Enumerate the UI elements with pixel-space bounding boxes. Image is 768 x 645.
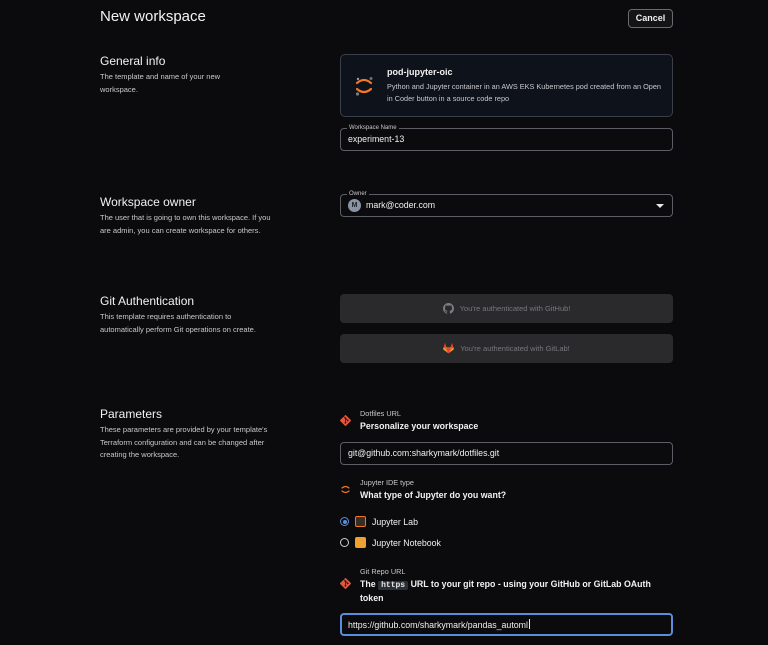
jupyter-notebook-icon: [355, 537, 366, 548]
git-icon: [340, 578, 351, 589]
git-repo-url-value: [348, 619, 530, 630]
template-card: [340, 54, 673, 117]
workspace-name-label: Workspace Name: [349, 125, 397, 131]
owner-label: Owner: [349, 191, 367, 197]
jupyter-lab-icon: [355, 516, 366, 527]
gitlab-auth-label: You're authenticated with GitLab!: [460, 344, 570, 353]
template-description: Python and Jupyter container in an AWS EKS Kubernetes pod created from an Open in Coder button in a source code repo: [387, 82, 661, 103]
jupyter-icon: [340, 484, 351, 495]
parameters-description: These parameters are provided by your template's Terraform configuration and can be changed after creating the workspace.: [100, 425, 268, 459]
text-caret: [529, 619, 530, 629]
jupyter-icon: [353, 75, 375, 97]
owner-select[interactable]: [340, 191, 673, 217]
workspace-owner-description: The user that is going to own this workspace. If you are admin, you can create workspace for others.: [100, 213, 271, 235]
radio-jupyter-lab[interactable]: [340, 517, 349, 526]
git-repo-param-title: [360, 578, 670, 605]
git-repo-url-text: https://github.com/sharkymark/pandas_automl: [348, 620, 528, 630]
chevron-down-icon[interactable]: [656, 204, 664, 208]
git-auth-description: This template requires authentication to automatically perform Git operations on create.: [100, 312, 256, 334]
github-auth-label: You're authenticated with GitHub!: [459, 304, 571, 313]
cancel-button[interactable]: Cancel: [628, 9, 673, 28]
git-icon: [340, 415, 351, 426]
general-info-title: General info: [100, 54, 166, 68]
github-icon: [443, 303, 454, 314]
template-name: pod-jupyter-oic: [387, 67, 453, 77]
git-repo-title-pre: The: [360, 579, 376, 589]
jupyter-param-title: What type of Jupyter do you want?: [360, 490, 507, 500]
page-title: New workspace: [100, 8, 206, 25]
workspace-owner-title: Workspace owner: [100, 195, 196, 209]
gitlab-auth-button[interactable]: [340, 334, 673, 363]
dotfiles-url-input[interactable]: [340, 442, 673, 465]
parameters-title: Parameters: [100, 407, 163, 421]
dotfiles-url-value: git@github.com:sharkymark/dotfiles.git: [348, 448, 500, 458]
jupyter-notebook-label[interactable]: Jupyter Notebook: [372, 538, 441, 548]
git-repo-title-code: https: [378, 581, 408, 590]
jupyter-param-label: Jupyter IDE type: [360, 478, 414, 487]
radio-jupyter-notebook[interactable]: [340, 538, 349, 547]
gitlab-icon: [443, 343, 454, 354]
workspace-name-value: experiment-13: [348, 134, 405, 144]
workspace-name-field[interactable]: [340, 125, 673, 151]
git-repo-url-input[interactable]: [340, 613, 673, 636]
git-repo-param-label: Git Repo URL: [360, 567, 406, 576]
dotfiles-param-label: Dotfiles URL: [360, 409, 401, 418]
owner-value: mark@coder.com: [366, 200, 436, 210]
git-auth-title: Git Authentication: [100, 294, 195, 308]
jupyter-lab-label[interactable]: Jupyter Lab: [372, 517, 418, 527]
general-info-description: The template and name of your new workspace.: [100, 72, 221, 94]
github-auth-button[interactable]: [340, 294, 673, 323]
avatar: M: [348, 199, 361, 212]
dotfiles-param-title: Personalize your workspace: [360, 421, 479, 431]
git-repo-title-post: URL to your git repo - using your GitHub or GitLab OAuth token: [360, 579, 651, 603]
